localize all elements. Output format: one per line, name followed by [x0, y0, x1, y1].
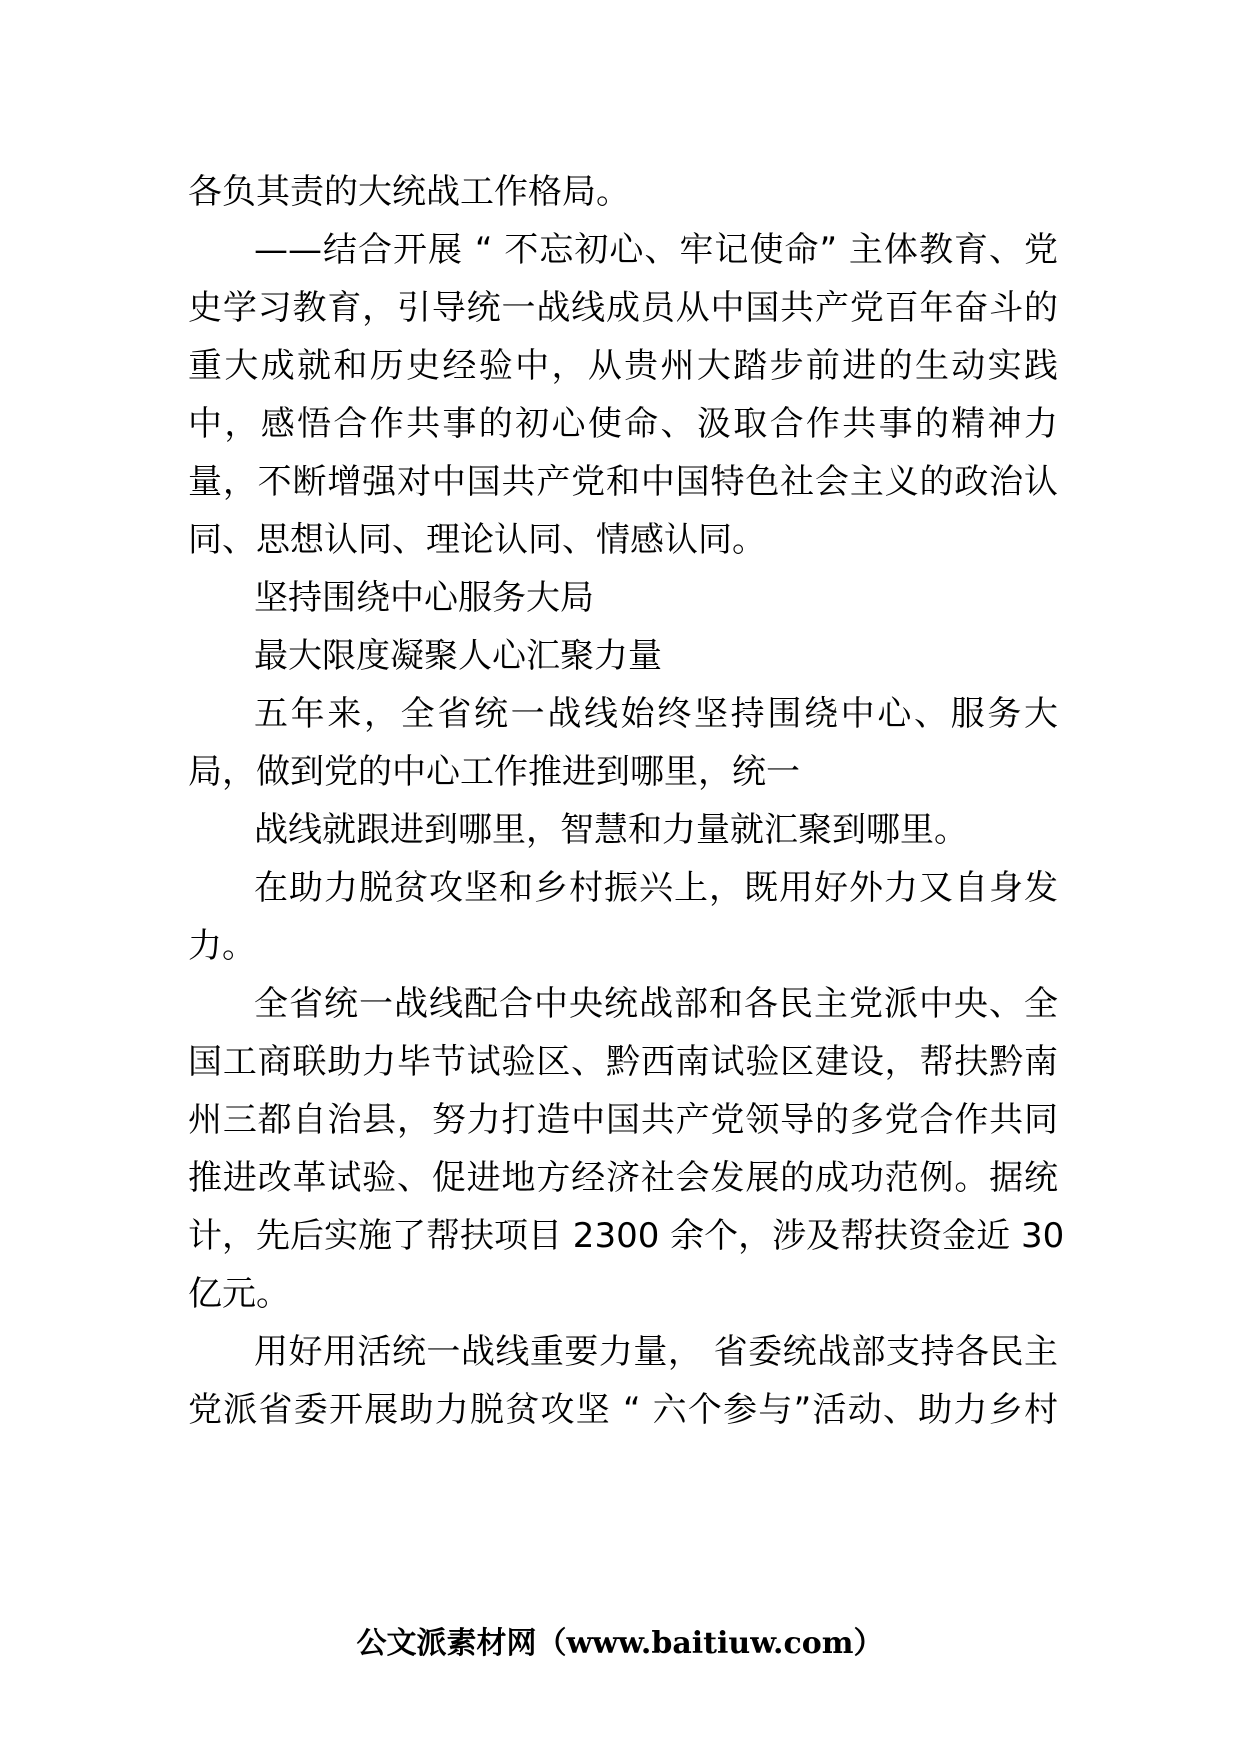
footer-source-text: 公文派素材网（www.baitiuw.com）	[356, 1626, 884, 1661]
text-line-13: 在助力脱贫攻坚和乡村振兴上，既用好外力又自身发	[254, 868, 1058, 908]
text-line-20: 亿元。	[188, 1274, 290, 1314]
section-heading-2: 最大限度凝聚人心汇聚力量	[254, 636, 662, 676]
text-line-2: ——结合开展 “ 不忘初心、牢记使命” 主体教育、党	[254, 230, 1058, 270]
text-line-10: 五年来，全省统一战线始终坚持围绕中心、服务大	[254, 694, 1058, 734]
text-line-18: 推进改革试验、促进地方经济社会发展的成功范例。据统	[188, 1158, 1058, 1198]
text-line-22: 党派省委开展助力脱贫攻坚 “ 六个参与”活动、助力乡村	[188, 1390, 1058, 1430]
text-line-12: 战线就跟进到哪里，智慧和力量就汇聚到哪里。	[254, 810, 968, 850]
text-line-7: 同、思想认同、理论认同、情感认同。	[188, 520, 766, 560]
text-line-4: 重大成就和历史经验中，从贵州大踏步前进的生动实践	[188, 346, 1058, 386]
text-line-11: 局，做到党的中心工作推进到哪里，统一	[188, 752, 800, 792]
text-line-21: 用好用活统一战线重要力量， 省委统战部支持各民主	[254, 1332, 1058, 1372]
text-line-3: 史学习教育，引导统一战线成员从中国共产党百年奋斗的	[188, 288, 1058, 328]
text-line-1: 各负其责的大统战工作格局。	[188, 172, 630, 212]
section-heading-1: 坚持围绕中心服务大局	[254, 578, 594, 618]
text-line-5: 中，感悟合作共事的初心使命、汲取合作共事的精神力	[188, 404, 1058, 444]
text-line-16: 国工商联助力毕节试验区、黔西南试验区建设，帮扶黔南	[188, 1042, 1058, 1082]
text-line-14: 力。	[188, 926, 256, 966]
text-line-6: 量，不断增强对中国共产党和中国特色社会主义的政治认	[188, 462, 1058, 502]
text-line-17: 州三都自治县，努力打造中国共产党领导的多党合作共同	[188, 1100, 1058, 1140]
text-line-15: 全省统一战线配合中央统战部和各民主党派中央、全	[254, 984, 1058, 1024]
text-line-19: 计，先后实施了帮扶项目 2300 余个，涉及帮扶资金近 30	[188, 1216, 1065, 1256]
